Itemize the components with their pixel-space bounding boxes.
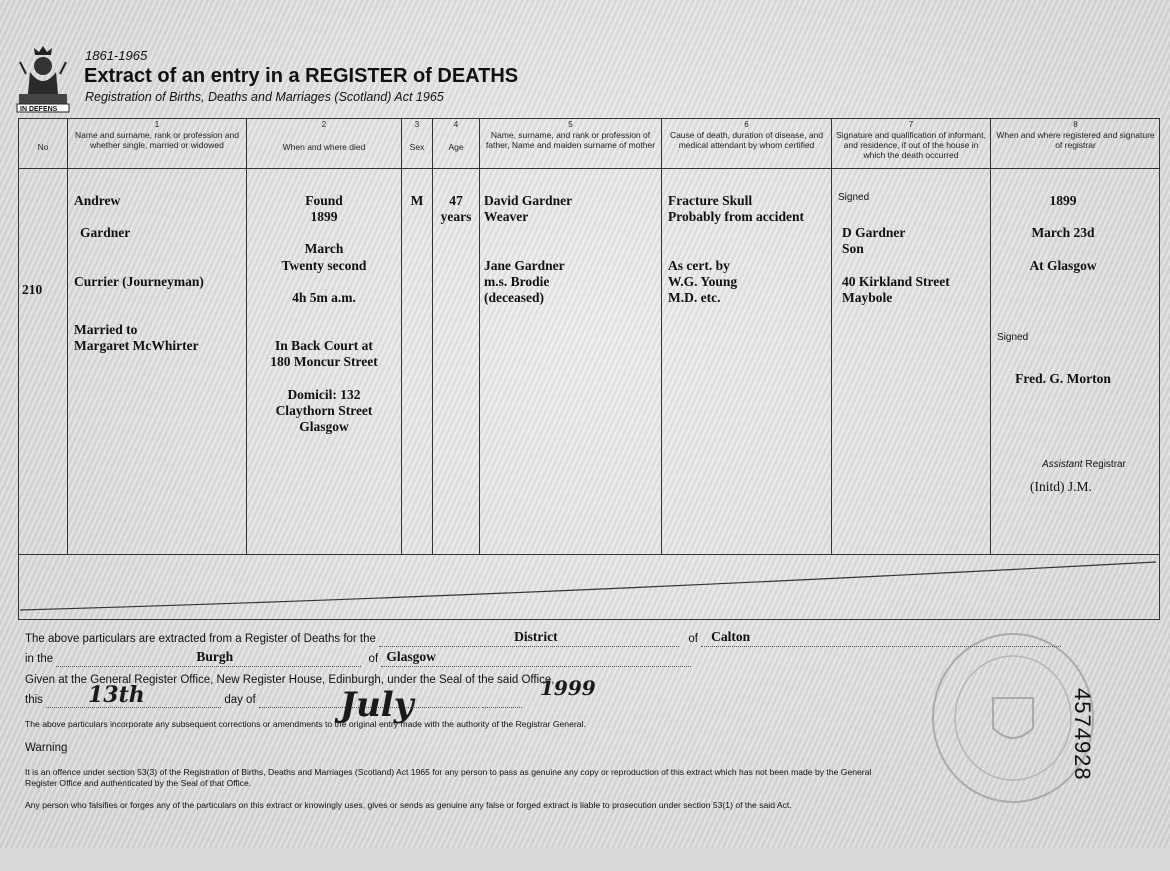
warning-title: Warning (25, 742, 68, 754)
header-divider (18, 168, 1160, 169)
assistant-word: Assistant (1042, 459, 1083, 470)
col-divider (990, 118, 991, 554)
col-header-2: 2 When and where died (282, 120, 366, 152)
entry-number: 210 (22, 282, 43, 297)
death-place-1: In Back Court at (275, 338, 373, 353)
burgh-type: Burgh (196, 649, 234, 664)
register-table (18, 118, 1160, 620)
page-title: Extract of an entry in a REGISTER of DEATHS (84, 65, 519, 87)
cause-detail: Probably from accident (668, 209, 804, 224)
certifying-doctor: W.G. Young (668, 274, 738, 289)
extract-line: The above particulars are extracted from a Register of Deaths for the District of Calton (25, 632, 1145, 647)
registration-district: Calton (711, 629, 751, 644)
col-header-1: 1 Name and surname, rank or profession and whether single, married or widowed (75, 120, 239, 150)
death-found: Found (305, 193, 343, 208)
deceased-surname: Gardner (80, 225, 131, 240)
date-line: this day of (25, 693, 585, 708)
handwritten-day: 13th (88, 682, 145, 708)
serial-number: 4574928 (1070, 688, 1095, 781)
given-at-line: Given at the General Register Office, New Register House, Edinburgh, under the Seal of the said Office, (25, 674, 555, 686)
death-place-2: 180 Moncur Street (270, 354, 378, 369)
registration-district-type: District (514, 629, 558, 644)
marital-status: Married to (74, 322, 138, 337)
handwritten-month: July (340, 685, 414, 725)
domicile-2: Claythorn Street (275, 403, 373, 418)
cause-of-death: Fracture Skull (668, 193, 753, 208)
registration-date: March 23d (1031, 225, 1095, 240)
entry-bottom-divider (18, 554, 1160, 555)
cancel-stroke (20, 556, 1158, 618)
death-year: 1899 (310, 209, 338, 224)
assistant-registrar-title (1042, 459, 1126, 470)
informant-name: D Gardner (842, 225, 906, 240)
registrar-signed-label: Signed (997, 332, 1029, 343)
spouse-name: Margaret McWhirter (74, 338, 199, 353)
col-header-6: 6 Cause of death, duration of disease, and medical attendant by whom certified (669, 120, 824, 150)
deceased-forename: Andrew (74, 193, 121, 208)
col-header-no: No (37, 142, 49, 152)
col-divider (246, 118, 247, 554)
death-time: 4h 5m a.m. (292, 290, 356, 305)
father-occupation: Weaver (484, 209, 529, 224)
col-divider (661, 118, 662, 554)
deceased-occupation: Currier (Journeyman) (74, 274, 204, 289)
corrections-note: The above particulars incorporate any subsequent corrections or amendments to the original entry made with the authority of the Registrar General. (25, 719, 586, 729)
header-years: 1861-1965 (85, 48, 148, 63)
mother-name: Jane Gardner (484, 258, 565, 273)
mother-status: (deceased) (484, 290, 544, 305)
col-header-7: 7 Signature and qualification of informant, and residence, if out of the house in which the death occurred (836, 120, 986, 160)
burgh-line: in the Burgh of Glasgow (25, 652, 745, 667)
registrar-name: Fred. G. Morton (1015, 371, 1111, 386)
burgh-name: Glasgow (386, 649, 436, 664)
warning-text-1: It is an offence under section 53(3) of the Registration of Births, Deaths and Marriages (Scotland) Act 1965 for any person to pass as genuine any copy or reproduction of this extract which has not been made by the General Register Office and authenticated by the Seal of that Office. (25, 767, 872, 788)
registrar-word: Registrar (1085, 459, 1126, 470)
death-month: March (304, 241, 344, 256)
age-unit: years (440, 209, 472, 224)
col-divider (401, 118, 402, 554)
col-header-5: 5 Name, surname, and rank or profession of father, Name and maiden surname of mother (485, 120, 656, 150)
handwritten-year: 1999 (540, 676, 596, 700)
col-divider (432, 118, 433, 554)
crest-motto: IN DEFENS (20, 106, 58, 113)
death-day: Twenty second (281, 258, 367, 273)
page-subtitle: Registration of Births, Deaths and Marriages (Scotland) Act 1965 (85, 90, 444, 104)
domicile-3: Glasgow (299, 419, 349, 434)
col-divider (67, 118, 68, 554)
informant-signed-label: Signed (838, 192, 870, 203)
registration-place: At Glasgow (1029, 258, 1097, 273)
col-divider (831, 118, 832, 554)
mother-maiden-name: m.s. Brodie (484, 274, 550, 289)
col-header-3: 3 Sex (409, 120, 425, 152)
col-header-8: 8 When and where registered and signature of registrar (996, 120, 1155, 150)
certified-by-label: As cert. by (668, 258, 730, 273)
warning-text-2: Any person who falsifies or forges any of the particulars on this extract or knowingly uses, gives or sends as genuine any false or forged extract is liable to prosecution under section 53(1) of the said Act. (25, 800, 792, 810)
informant-relation: Son (842, 241, 864, 256)
informant-town: Maybole (842, 290, 893, 305)
registration-year: 1899 (1049, 193, 1077, 208)
age-value: 47 (449, 193, 463, 208)
father-name: David Gardner (484, 193, 573, 208)
sex-value: M (410, 193, 424, 208)
col-divider (479, 118, 480, 554)
registrar-initials: (Initd) J.M. (1030, 479, 1092, 494)
col-header-4: 4 Age (448, 120, 464, 152)
informant-address: 40 Kirkland Street (842, 274, 950, 289)
doctor-qualification: M.D. etc. (668, 290, 721, 305)
domicile-1: Domicil: 132 (287, 387, 361, 402)
